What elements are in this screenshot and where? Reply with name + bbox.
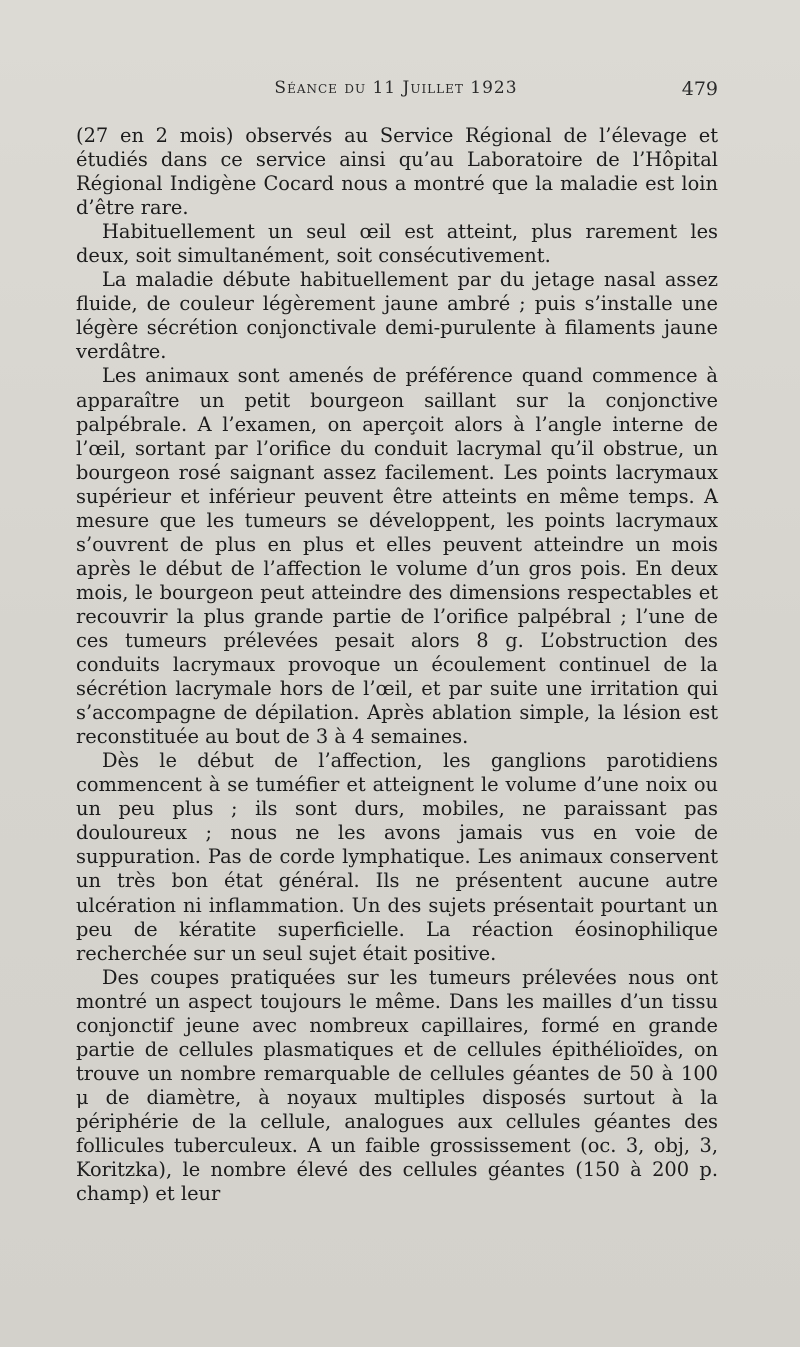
paragraph-continuation: (27 en 2 mois) observés au Service Régional de l’élevage et étudiés dans ce service ainsi qu’au Laboratoire de l’Hôpital Régional Indigène Cocard nous a montré que la maladie est loin d’être rare. <box>76 124 718 220</box>
running-title: Séance du 11 Juillet 1923 <box>274 78 518 98</box>
paragraph: La maladie débute habituellement par du jetage nasal assez fluide, de couleur légèrement jaune ambré ; puis s’installe une légère sécrétion conjonctivale demi-purulente à filaments jaune verdâtre. <box>76 268 718 364</box>
body-text <box>76 124 718 1206</box>
running-head <box>78 78 718 106</box>
paragraph: Habituellement un seul œil est atteint, plus rarement les deux, soit simultanément, soit consécutivement. <box>76 220 718 268</box>
paragraph: Les animaux sont amenés de préférence quand commence à apparaître un petit bourgeon saillant sur la conjonctive palpébrale. A l’examen, on aperçoit alors à l’angle interne de l’œil, sortant par l’orifice du conduit lacrymal qu’il obstrue, un bourgeon rosé saignant assez facilement. Les points lacrymaux supérieur et inférieur peuvent être atteints en même temps. A mesure que les tumeurs se développent, les points lacrymaux s’ouvrent de plus en plus et elles peuvent atteindre un mois après le début de l’affection le volume d’un gros pois. En deux mois, le bourgeon peut atteindre des dimensions respectables et recouvrir la plus grande partie de l’orifice palpébral ; l’une de ces tumeurs prélevées pesait alors 8 g. L’obstruction des conduits lacrymaux provoque un écoulement continuel de la sécrétion lacrymale hors de l’œil, et par suite une irritation qui s’accompagne de dépilation. Après ablation simple, la lésion est reconstituée au bout de 3 à 4 semaines. <box>76 364 718 749</box>
page-number: 479 <box>681 78 718 100</box>
paragraph: Des coupes pratiquées sur les tumeurs prélevées nous ont montré un aspect toujours le même. Dans les mailles d’un tissu conjonctif jeune avec nombreux capillaires, formé en grande partie de cellules plasmatiques et de cellules épithélioïdes, on trouve un nombre remarquable de cellules géantes de 50 à 100 μ de diamètre, à noyaux multiples disposés surtout à la périphérie de la cellule, analogues aux cellules géantes des follicules tuberculeux. A un faible grossissement (oc. 3, obj, 3, Koritzka), le nombre élevé des cellules géantes (150 à 200 p. champ) et leur <box>76 965 718 1206</box>
paragraph: Dès le début de l’affection, les ganglions parotidiens commencent à se tuméfier et atteignent le volume d’une noix ou un peu plus ; ils sont durs, mobiles, ne paraissant pas douloureux ; nous ne les avons jamais vus en voie de suppuration. Pas de corde lymphatique. Les animaux conservent un très bon état général. Ils ne présentent aucune autre ulcération ni inflammation. Un des sujets présentait pourtant un peu de kératite superficielle. La réaction éosinophilique recherchée sur un seul sujet était positive. <box>76 749 718 965</box>
